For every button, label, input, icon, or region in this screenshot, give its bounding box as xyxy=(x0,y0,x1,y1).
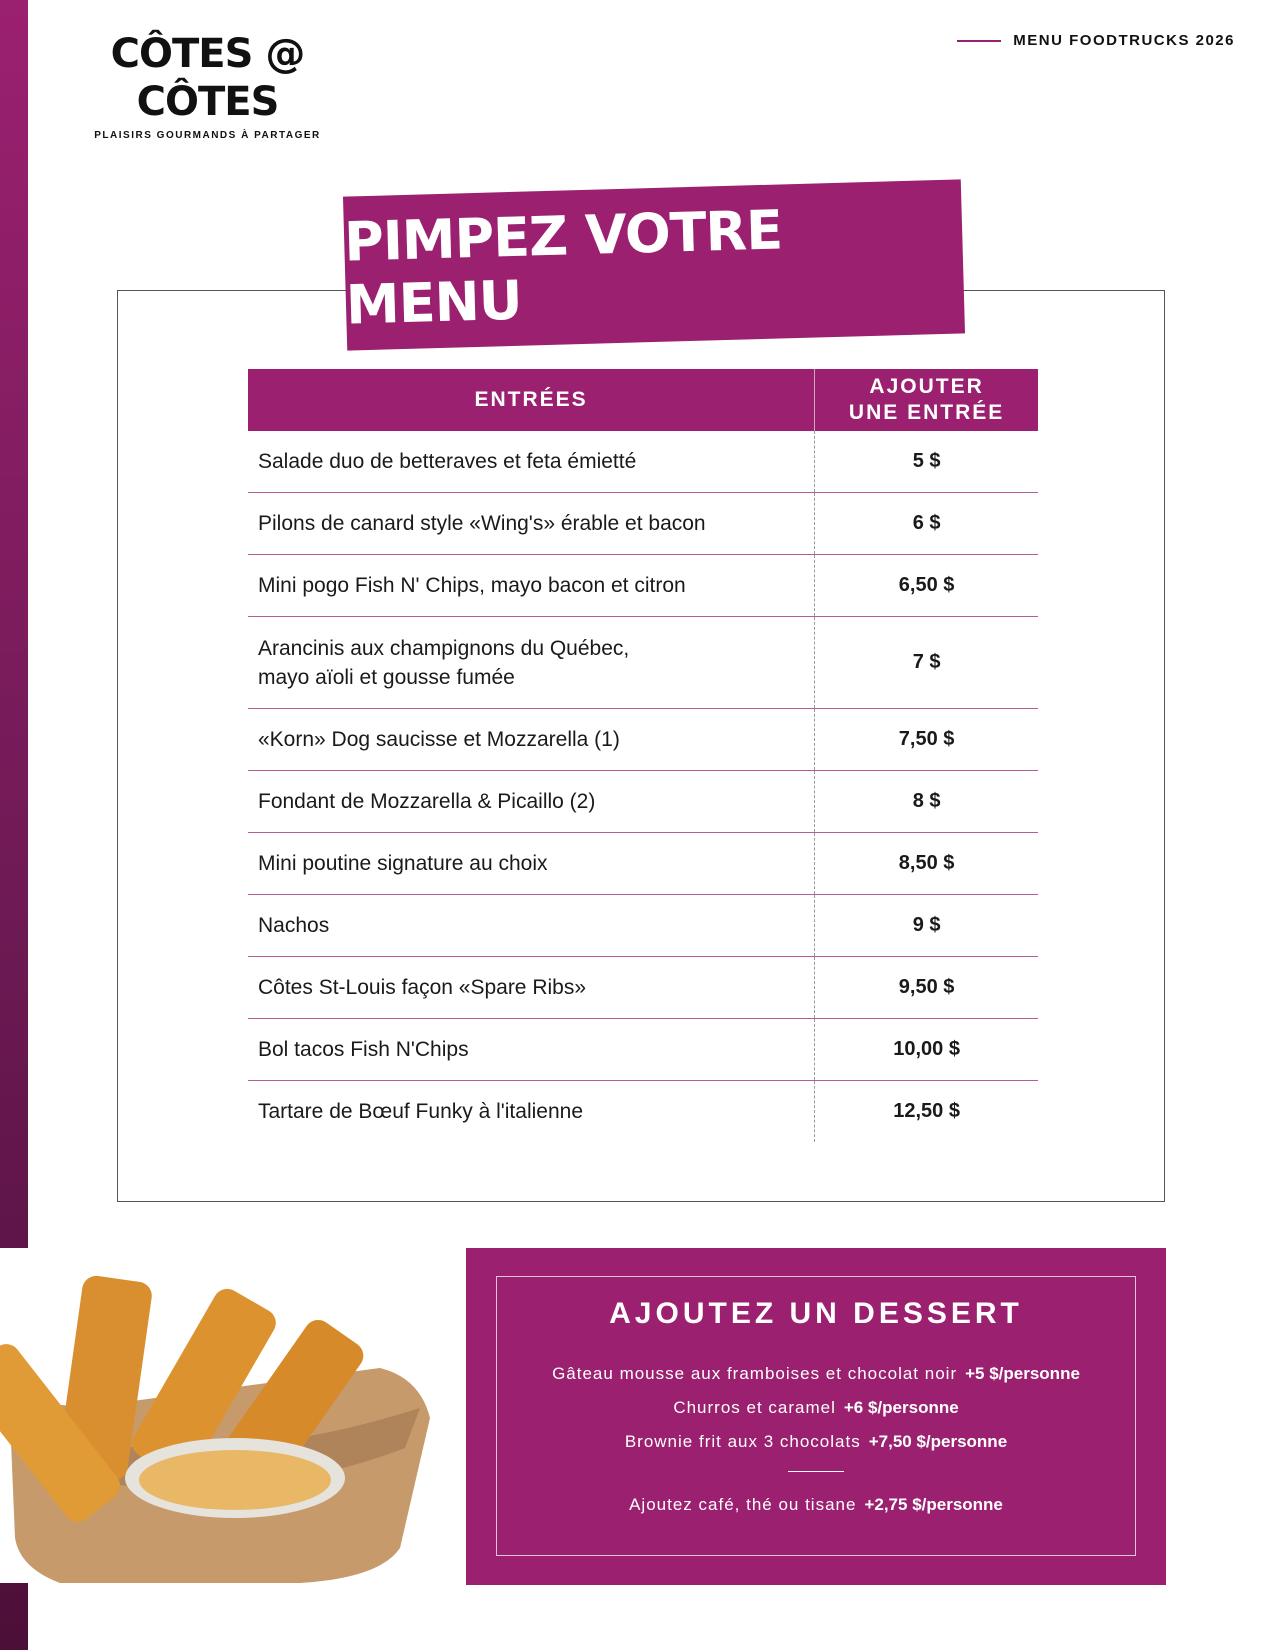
item-price: 7,50 $ xyxy=(815,709,1038,771)
table-row xyxy=(248,555,1038,617)
item-name-line2: mayo aïoli et gousse fumée xyxy=(258,665,515,689)
table-row xyxy=(248,1019,1038,1081)
brand-tagline: PLAISIRS GOURMANDS À PARTAGER xyxy=(94,130,321,141)
header-label-text: MENU FOODTRUCKS 2026 xyxy=(1013,32,1235,49)
brand-logo xyxy=(80,30,335,141)
beverage-item-name: Ajoutez café, thé ou tisane xyxy=(629,1495,857,1514)
item-name: Mini pogo Fish N' Chips, mayo bacon et citron xyxy=(248,555,815,617)
header-accent-line xyxy=(957,40,1001,42)
item-price: 8,50 $ xyxy=(815,833,1038,895)
item-price: 6,50 $ xyxy=(815,555,1038,617)
item-price: 9,50 $ xyxy=(815,957,1038,1019)
item-name: Mini poutine signature au choix xyxy=(248,833,815,895)
table-row xyxy=(248,493,1038,555)
table-row xyxy=(248,771,1038,833)
dessert-item xyxy=(497,1391,1135,1425)
page-title-banner xyxy=(343,179,965,350)
item-price: 10,00 $ xyxy=(815,1019,1038,1081)
item-name: «Korn» Dog saucisse et Mozzarella (1) xyxy=(248,709,815,771)
item-price: 9 $ xyxy=(815,895,1038,957)
dessert-item-price: +6 $/personne xyxy=(843,1398,959,1417)
item-name: Pilons de canard style «Wing's» érable et bacon xyxy=(248,493,815,555)
dessert-item xyxy=(497,1357,1135,1391)
item-name: Côtes St-Louis façon «Spare Ribs» xyxy=(248,957,815,1019)
table-row xyxy=(248,895,1038,957)
column-header-entrees: ENTRÉES xyxy=(248,369,815,431)
entrees-table xyxy=(248,369,1038,1142)
item-price: 5 $ xyxy=(815,431,1038,493)
dessert-title: AJOUTEZ UN DESSERT xyxy=(609,1297,1023,1330)
dessert-frame xyxy=(496,1276,1136,1556)
dessert-item-price: +5 $/personne xyxy=(965,1364,1080,1383)
item-price: 6 $ xyxy=(815,493,1038,555)
page-title: PIMPEZ VOTRE MENU xyxy=(343,198,783,337)
header-label xyxy=(957,32,1235,49)
table-row xyxy=(248,957,1038,1019)
item-name xyxy=(248,617,815,709)
item-price: 12,50 $ xyxy=(815,1081,1038,1143)
caramel-sauce xyxy=(139,1450,331,1510)
item-name: Bol tacos Fish N'Chips xyxy=(248,1019,815,1081)
dessert-divider xyxy=(788,1471,844,1472)
item-name: Tartare de Bœuf Funky à l'italienne xyxy=(258,1100,583,1123)
beverage-item xyxy=(497,1488,1135,1522)
dessert-panel xyxy=(466,1248,1166,1585)
item-price: 7 $ xyxy=(815,617,1038,709)
dessert-list xyxy=(497,1357,1135,1522)
dessert-item xyxy=(497,1425,1135,1459)
table-row xyxy=(248,833,1038,895)
table-row xyxy=(248,617,1038,709)
table-row xyxy=(248,709,1038,771)
table-header-row xyxy=(248,369,1038,431)
item-name: Fondant de Mozzarella & Picaillo (2) xyxy=(248,771,815,833)
dessert-item-name: Churros et caramel xyxy=(673,1398,836,1417)
column-header-add-line1: AJOUTER xyxy=(869,375,984,398)
dessert-item-name: Gâteau mousse aux framboises et chocolat noir xyxy=(552,1364,958,1383)
item-price: 8 $ xyxy=(815,771,1038,833)
table-row xyxy=(248,431,1038,493)
item-name-line1: Arancinis aux champignons du Québec, xyxy=(258,636,630,660)
beverage-item-price: +2,75 $/personne xyxy=(864,1495,1003,1514)
dessert-item-name: Brownie frit aux 3 chocolats xyxy=(624,1432,861,1451)
column-header-add xyxy=(815,369,1038,431)
dessert-item-price: +7,50 $/personne xyxy=(868,1432,1008,1451)
churros-illustration xyxy=(0,1248,448,1583)
churros-photo xyxy=(0,1248,448,1583)
item-name: Nachos xyxy=(248,895,815,957)
table-row xyxy=(248,1081,1038,1143)
column-header-add-line2: UNE ENTRÉE xyxy=(848,401,1005,424)
item-name: Salade duo de betteraves et feta émietté xyxy=(248,431,815,493)
brand-title: CÔTES @ CÔTES xyxy=(110,31,305,125)
